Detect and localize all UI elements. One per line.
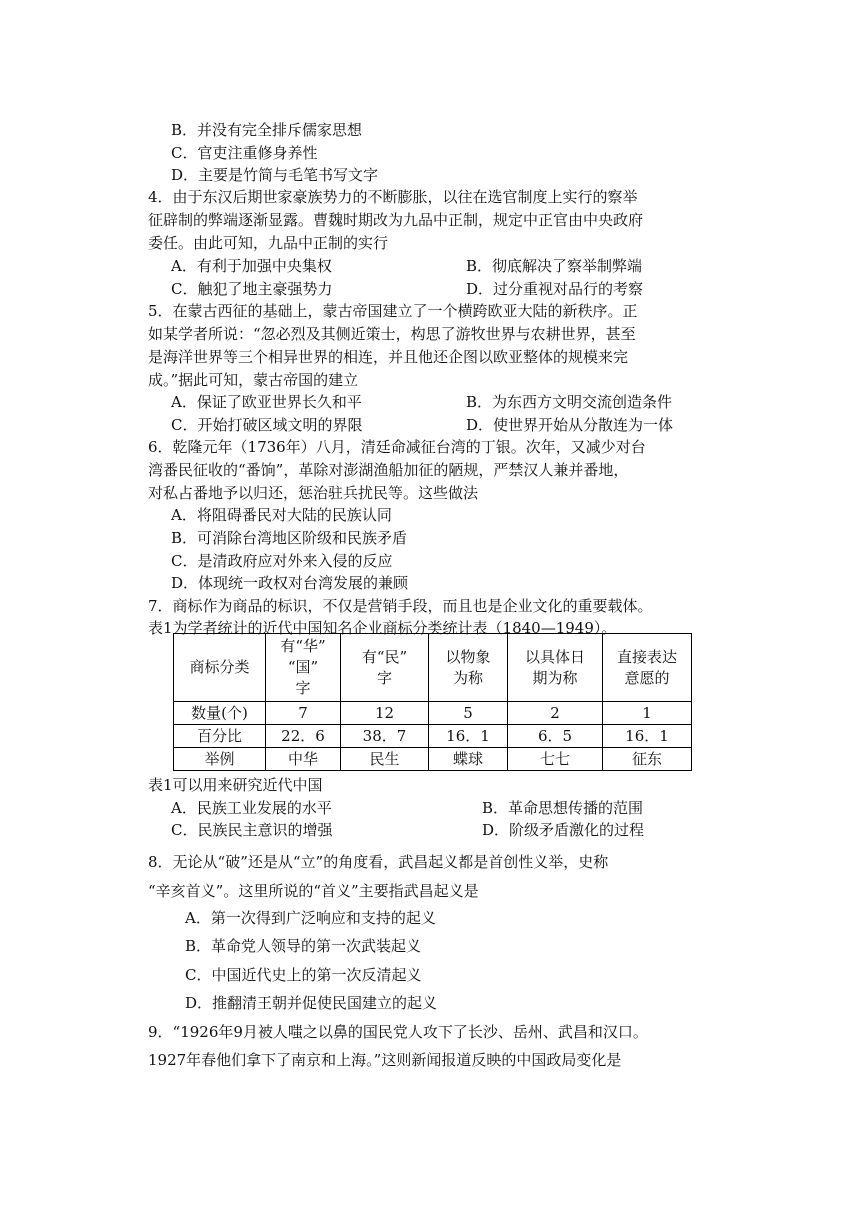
q5-stem-line-1: 5．在蒙古西征的基础上，蒙古帝国建立了一个横跨欧亚大陆的新秩序。正 (148, 302, 638, 320)
table-header-cell: 有“华” “国” 字 (266, 634, 341, 702)
q5-option-c: C．开始打破区域文明的界限 (171, 416, 363, 434)
table-cell: 5 (429, 702, 508, 725)
table-cell: 百分比 (174, 725, 266, 748)
table-header-cell: 直接表达 意愿的 (603, 634, 692, 702)
q7-option-c: C．民族民主意识的增强 (171, 821, 333, 839)
q4-option-d: D．过分重视对品行的考察 (466, 280, 644, 298)
table-cell: 6．5 (508, 725, 603, 748)
q5-stem-line-4: 成。”据此可知，蒙古帝国的建立 (148, 371, 359, 389)
table-cell: 16．1 (603, 725, 692, 748)
q4-option-c: C．触犯了地主豪强势力 (171, 280, 333, 298)
q5-stem-line-3: 是海洋世界等三个相异世界的相连，并且他还企图以欧亚整体的规模来完 (148, 348, 629, 366)
table-cell: 蝶球 (429, 748, 508, 771)
table-cell: 中华 (266, 748, 341, 771)
q6-stem-line-3: 对私占番地予以归还，惩治驻兵扰民等。这些做法 (148, 484, 479, 502)
q7-option-b: B．革命思想传播的范围 (482, 799, 644, 817)
q5-option-b: B．为东西方文明交流创造条件 (466, 393, 673, 411)
q3-option-b: B．并没有完全排斥儒家思想 (171, 121, 363, 139)
table-cell: 数量(个) (174, 702, 266, 725)
q5-option-a: A．保证了欧亚世界长久和平 (171, 393, 362, 411)
q7-stem-line-1: 7．商标作为商品的标识，不仅是营销手段，而且也是企业文化的重要载体。 (148, 597, 653, 615)
q8-option-b: B．革命党人领导的第一次武装起义 (185, 937, 422, 955)
q6-stem-line-1: 6．乾隆元年（1736年）八月，清廷命减征台湾的丁银。次年，又减少对台 (148, 438, 646, 456)
q8-option-d: D．推翻清王朝并促使民国建立的起义 (185, 994, 438, 1012)
q7-after-table: 表1可以用来研究近代中国 (148, 776, 323, 794)
table-cell: 12 (341, 702, 429, 725)
q4-option-a: A．有利于加强中央集权 (171, 257, 332, 275)
table-header-cell: 有“民” 字 (341, 634, 429, 702)
q6-option-a: A．将阻碍番民对大陆的民族认同 (171, 506, 392, 524)
table-header-cell: 商标分类 (174, 634, 266, 702)
q6-stem-line-2: 湾番民征收的“番饷”，革除对澎湖渔船加征的陋规，严禁汉人兼并番地， (148, 461, 629, 479)
q6-option-d: D．体现统一政权对台湾发展的兼顾 (171, 574, 409, 592)
q3-option-d: D．主要是竹简与毛笔书写文字 (171, 166, 379, 184)
table-header-row (174, 634, 692, 702)
q5-stem-line-2: 如某学者所说：“忽必烈及其侧近策士，构思了游牧世界与农耕世界，甚至 (148, 325, 636, 343)
table-cell: 1 (603, 702, 692, 725)
table-cell: 7 (266, 702, 341, 725)
table-cell: 七七 (508, 748, 603, 771)
q4-stem-line-2: 征辟制的弊端逐渐显露。曹魏时期改为九品中正制，规定中正官由中央政府 (148, 211, 644, 229)
table-row (174, 748, 692, 771)
q9-stem-line-2: 1927年春他们拿下了南京和上海。”这则新闻报道反映的中国政局变化是 (148, 1051, 622, 1069)
table-cell: 22．6 (266, 725, 341, 748)
q3-option-c: C．官吏注重修身养性 (171, 144, 318, 162)
q5-option-d: D．使世界开始从分散连为一体 (466, 416, 674, 434)
q8-stem-line-2: “辛亥首义”。这里所说的“首义”主要指武昌起义是 (148, 882, 479, 900)
table-cell: 民生 (341, 748, 429, 771)
table-cell: 举例 (174, 748, 266, 771)
q6-option-c: C．是清政府应对外来入侵的反应 (171, 552, 393, 570)
q8-stem-line-1: 8．无论从“破”还是从“立”的角度看，武昌起义都是首创性义举，史称 (148, 853, 609, 871)
q9-stem-line-1: 9．“1926年9月被人嗤之以鼻的国民党人攻下了长沙、岳州、武昌和汉口。 (148, 1023, 648, 1041)
table-header-cell: 以物象 为称 (429, 634, 508, 702)
q6-option-b: B．可消除台湾地区阶级和民族矛盾 (171, 529, 408, 547)
table-cell: 征东 (603, 748, 692, 771)
q4-option-b: B．彻底解决了察举制弊端 (466, 257, 643, 275)
q7-option-d: D．阶级矛盾激化的过程 (482, 821, 645, 839)
table-cell: 2 (508, 702, 603, 725)
q8-option-c: C．中国近代史上的第一次反清起义 (185, 966, 422, 984)
q7-stem-line-2: 表1为学者统计的近代中国知名企业商标分类统计表（1840—1949）。 (148, 619, 617, 637)
trademark-table (173, 633, 692, 771)
table-header-cell: 以具体日 期为称 (508, 634, 603, 702)
q8-option-a: A．第一次得到广泛响应和支持的起义 (185, 909, 436, 927)
q4-stem-line-3: 委任。由此可知，九品中正制的实行 (148, 234, 389, 252)
table-cell: 16．1 (429, 725, 508, 748)
q4-stem-line-1: 4．由于东汉后期世家豪族势力的不断膨胀，以往在选官制度上实行的察举 (148, 188, 638, 206)
table-row (174, 702, 692, 725)
table-row (174, 725, 692, 748)
table-cell: 38．7 (341, 725, 429, 748)
q7-option-a: A．民族工业发展的水平 (171, 799, 332, 817)
